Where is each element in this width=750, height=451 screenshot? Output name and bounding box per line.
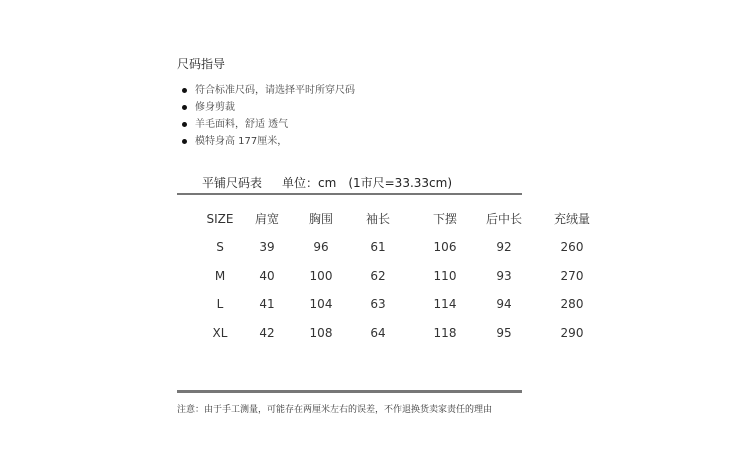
table-cell: 63 bbox=[370, 297, 386, 311]
table-cell: 42 bbox=[259, 326, 275, 340]
table-cell: 62 bbox=[370, 269, 386, 283]
table-cell: 270 bbox=[560, 269, 584, 283]
size-table-title: 平铺尺码表 bbox=[202, 176, 263, 190]
table-cell: 100 bbox=[309, 269, 333, 283]
table-cell: 39 bbox=[259, 240, 275, 254]
table-cell: 40 bbox=[259, 269, 275, 283]
table-cell: 94 bbox=[496, 297, 512, 311]
table-cell: 108 bbox=[309, 326, 333, 340]
table-cell: 280 bbox=[560, 297, 584, 311]
table-header-cell: 肩宽 bbox=[254, 212, 280, 226]
table-cell: 104 bbox=[309, 297, 333, 311]
table-cell: 93 bbox=[496, 269, 512, 283]
table-cell: 290 bbox=[560, 326, 584, 340]
table-cell: 110 bbox=[433, 269, 457, 283]
table-cell: S bbox=[216, 240, 224, 254]
table-cell: 114 bbox=[433, 297, 457, 311]
list-item: 羊毛面料，舒适 透气 bbox=[181, 116, 355, 133]
measurement-note: 注意：由于手工测量，可能存在两厘米左右的误差，不作退换货卖家责任的理由 bbox=[177, 405, 493, 415]
table-top-rule bbox=[177, 193, 522, 195]
list-item: 修身剪裁 bbox=[181, 99, 355, 116]
table-cell: 92 bbox=[496, 240, 512, 254]
size-guide-title: 尺码指导 bbox=[177, 57, 226, 71]
table-cell: 61 bbox=[370, 240, 386, 254]
table-header-cell: 充绒量 bbox=[553, 212, 591, 226]
size-guide-notes bbox=[181, 82, 355, 150]
table-cell: 106 bbox=[433, 240, 457, 254]
table-cell: 64 bbox=[370, 326, 386, 340]
table-cell: L bbox=[216, 297, 224, 311]
table-header-cell: 后中长 bbox=[485, 212, 523, 226]
size-table-unit: 单位：cm bbox=[282, 176, 337, 190]
table-header-cell: SIZE bbox=[206, 212, 234, 226]
table-header-cell: 袖长 bbox=[365, 212, 391, 226]
size-table-heading bbox=[202, 174, 452, 191]
table-bottom-rule bbox=[177, 390, 522, 393]
table-cell: 41 bbox=[259, 297, 275, 311]
table-cell: 260 bbox=[560, 240, 584, 254]
bullet-icon bbox=[182, 105, 187, 110]
bullet-icon bbox=[182, 88, 187, 93]
table-cell: XL bbox=[212, 326, 228, 340]
table-header-cell: 下摆 bbox=[432, 212, 458, 226]
list-item: 模特身高 177厘米， bbox=[181, 133, 355, 150]
size-table-ratio: (1市尺=33.33cm) bbox=[348, 176, 453, 190]
table-cell: 95 bbox=[496, 326, 512, 340]
bullet-icon bbox=[182, 122, 187, 127]
table-cell: 118 bbox=[433, 326, 457, 340]
table-cell: 96 bbox=[313, 240, 329, 254]
table-header-cell: 胸围 bbox=[308, 212, 334, 226]
list-item: 符合标准尺码，请选择平时所穿尺码 bbox=[181, 82, 355, 99]
bullet-icon bbox=[182, 139, 187, 144]
table-cell: M bbox=[214, 269, 226, 283]
